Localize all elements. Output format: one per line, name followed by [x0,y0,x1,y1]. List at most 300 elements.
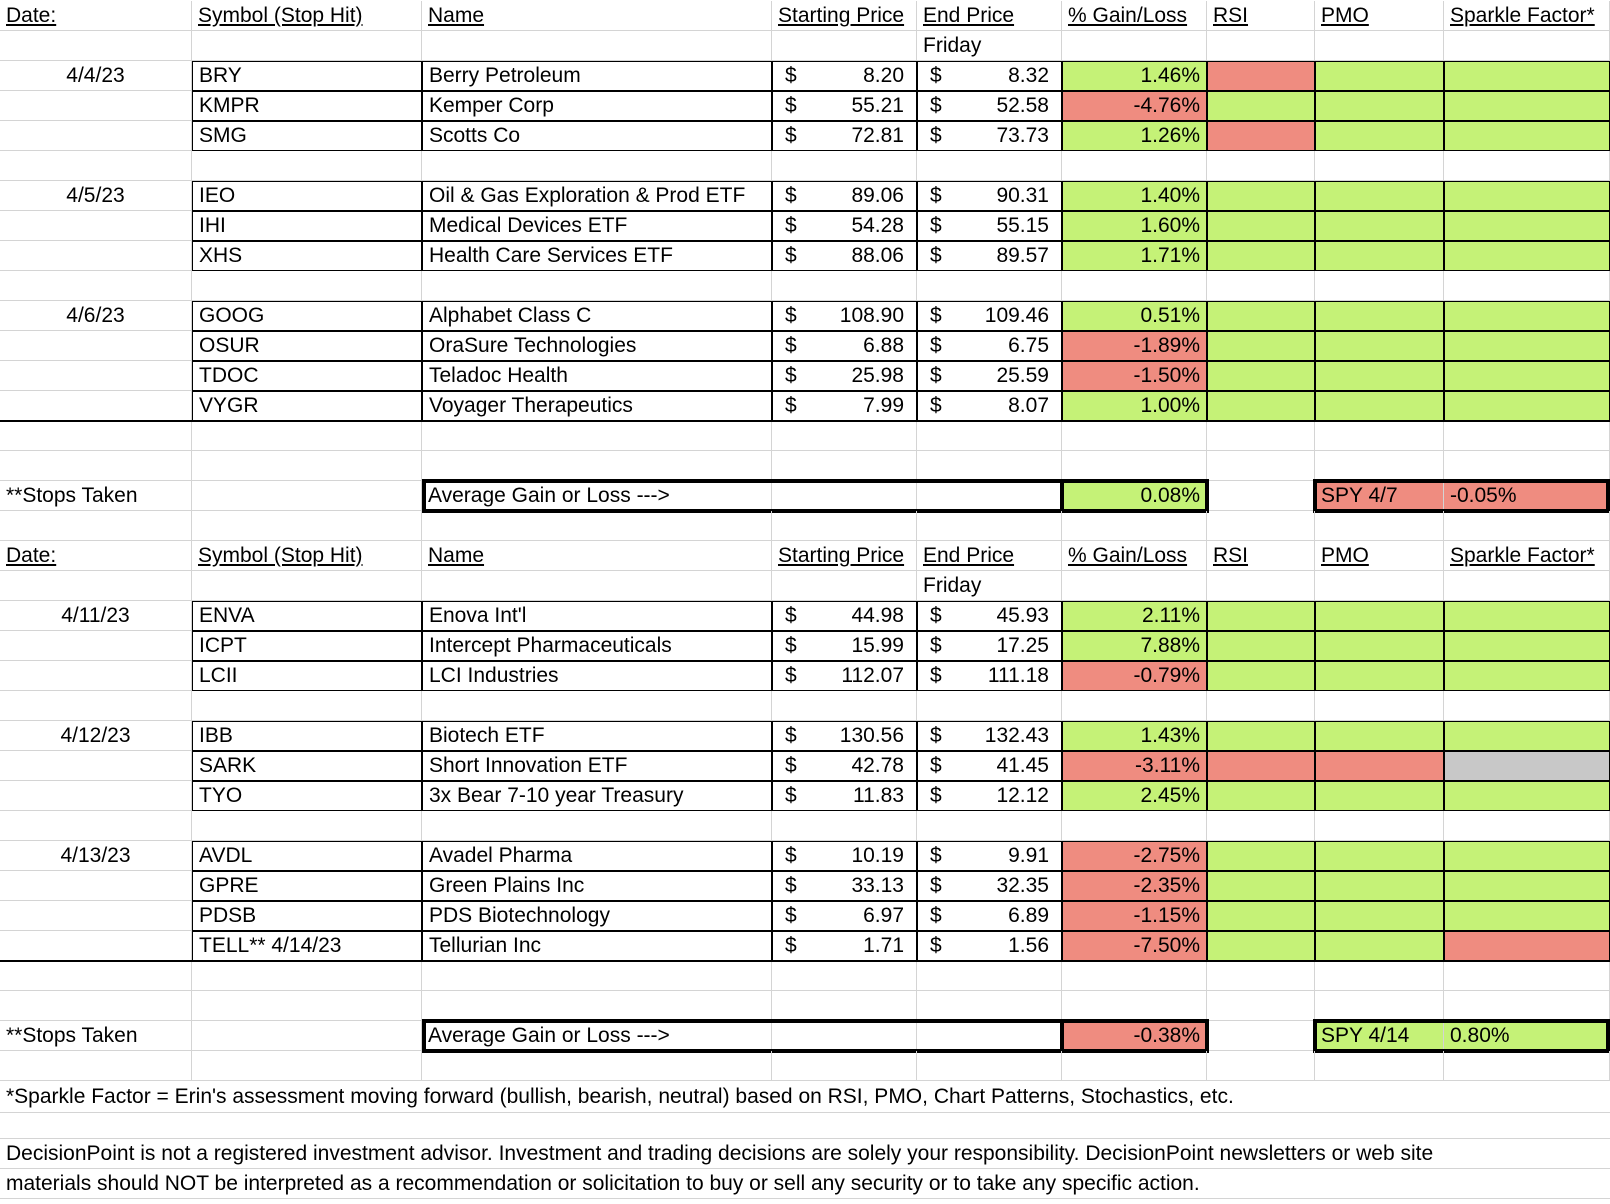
date-cell[interactable] [0,901,192,931]
blank-cell[interactable] [772,571,917,601]
blank-cell[interactable] [422,961,772,991]
symbol-cell[interactable] [192,631,422,661]
blank-cell[interactable] [1315,1051,1444,1081]
sparkle-indicator[interactable] [1444,211,1610,241]
blank-cell[interactable] [772,691,917,721]
start-price-cell[interactable] [772,391,917,421]
blank-cell[interactable] [1444,511,1610,541]
pmo-indicator[interactable] [1315,601,1444,631]
blank-cell[interactable] [0,691,192,721]
name-cell[interactable] [422,931,772,961]
start-price-cell[interactable] [772,781,917,811]
blank-cell[interactable] [917,511,1062,541]
blank-cell[interactable] [1444,991,1610,1021]
gain-loss-cell[interactable] [1062,751,1207,781]
end-price-cell[interactable] [917,901,1062,931]
pmo-indicator[interactable] [1315,901,1444,931]
blank-cell[interactable] [917,811,1062,841]
symbol-cell[interactable] [192,751,422,781]
blank-cell[interactable] [772,271,917,301]
pmo-indicator[interactable] [1315,121,1444,151]
blank-cell[interactable] [1444,421,1610,451]
blank-cell[interactable] [917,451,1062,481]
gain-loss-cell[interactable] [1062,901,1207,931]
blank-cell[interactable] [0,1051,192,1081]
end-price-cell[interactable] [917,661,1062,691]
end-price-cell[interactable] [917,631,1062,661]
rsi-indicator[interactable] [1207,781,1315,811]
name-cell[interactable] [422,721,772,751]
header-end-price[interactable] [917,541,1062,571]
pmo-indicator[interactable] [1315,211,1444,241]
sparkle-indicator[interactable] [1444,121,1610,151]
blank-cell[interactable] [192,151,422,181]
blank-cell[interactable] [192,421,422,451]
blank-cell[interactable] [1207,271,1315,301]
start-price-cell[interactable] [772,301,917,331]
name-cell[interactable] [422,901,772,931]
name-cell[interactable] [422,241,772,271]
rsi-indicator[interactable] [1207,91,1315,121]
blank-cell[interactable] [1207,1051,1315,1081]
start-price-cell[interactable] [772,721,917,751]
blank-cell[interactable] [422,991,772,1021]
pmo-indicator[interactable] [1315,631,1444,661]
blank-cell[interactable] [192,451,422,481]
name-cell[interactable] [422,121,772,151]
blank-cell[interactable] [1062,811,1207,841]
blank-cell[interactable] [1062,31,1207,61]
header-symbol[interactable] [192,541,422,571]
gain-loss-cell[interactable] [1062,331,1207,361]
blank-cell[interactable] [1444,691,1610,721]
blank-cell[interactable] [192,481,422,511]
pmo-indicator[interactable] [1315,871,1444,901]
header-sparkle-factor[interactable] [1444,1,1610,31]
blank-cell[interactable] [1207,571,1315,601]
blank-cell[interactable] [772,451,917,481]
blank-cell[interactable] [772,151,917,181]
end-price-cell[interactable] [917,61,1062,91]
symbol-cell[interactable] [192,721,422,751]
rsi-indicator[interactable] [1207,331,1315,361]
blank-cell[interactable] [1207,451,1315,481]
blank-cell[interactable] [1315,511,1444,541]
end-price-cell[interactable] [917,211,1062,241]
name-cell[interactable] [422,301,772,331]
gain-loss-cell[interactable] [1062,631,1207,661]
name-cell[interactable] [422,841,772,871]
blank-cell[interactable] [1062,1051,1207,1081]
blank-cell[interactable] [917,1051,1062,1081]
pmo-indicator[interactable] [1315,931,1444,961]
name-cell[interactable] [422,91,772,121]
start-price-cell[interactable] [772,121,917,151]
pmo-indicator[interactable] [1315,391,1444,421]
end-price-cell[interactable] [917,601,1062,631]
rsi-indicator[interactable] [1207,601,1315,631]
blank-cell[interactable] [772,961,917,991]
blank-cell[interactable] [1062,961,1207,991]
header-end-price[interactable] [917,1,1062,31]
rsi-indicator[interactable] [1207,661,1315,691]
gain-loss-cell[interactable] [1062,211,1207,241]
gain-loss-cell[interactable] [1062,601,1207,631]
blank-cell[interactable] [422,1051,772,1081]
blank-cell[interactable] [422,811,772,841]
blank-cell[interactable] [917,31,1062,61]
rsi-indicator[interactable] [1207,931,1315,961]
blank-cell[interactable] [192,1051,422,1081]
symbol-cell[interactable] [192,241,422,271]
header-name[interactable] [422,1,772,31]
blank-cell[interactable] [192,811,422,841]
sparkle-indicator[interactable] [1444,631,1610,661]
symbol-cell[interactable] [192,181,422,211]
blank-cell[interactable] [917,1021,1062,1051]
sparkle-indicator[interactable] [1444,91,1610,121]
gain-loss-cell[interactable] [1062,871,1207,901]
date-cell[interactable] [0,61,192,91]
blank-cell[interactable] [1207,421,1315,451]
symbol-cell[interactable] [192,121,422,151]
sparkle-indicator[interactable] [1444,601,1610,631]
name-cell[interactable] [422,751,772,781]
rsi-indicator[interactable] [1207,901,1315,931]
start-price-cell[interactable] [772,631,917,661]
sparkle-indicator[interactable] [1444,61,1610,91]
pmo-indicator[interactable] [1315,61,1444,91]
start-price-cell[interactable] [772,361,917,391]
blank-cell[interactable] [1315,991,1444,1021]
pmo-indicator[interactable] [1315,361,1444,391]
symbol-cell[interactable] [192,781,422,811]
gain-loss-cell[interactable] [1062,841,1207,871]
name-cell[interactable] [422,781,772,811]
sparkle-indicator[interactable] [1444,361,1610,391]
header-pmo[interactable] [1315,541,1444,571]
blank-cell[interactable] [917,151,1062,181]
start-price-cell[interactable] [772,91,917,121]
blank-cell[interactable] [0,511,192,541]
date-cell[interactable] [0,721,192,751]
blank-cell[interactable] [1062,421,1207,451]
gain-loss-cell[interactable] [1062,61,1207,91]
blank-cell[interactable] [772,811,917,841]
blank-cell[interactable] [192,691,422,721]
gain-loss-cell[interactable] [1062,301,1207,331]
header-gain-loss[interactable] [1062,1,1207,31]
blank-cell[interactable] [1315,31,1444,61]
blank-cell[interactable] [1062,151,1207,181]
blank-cell[interactable] [422,691,772,721]
date-cell[interactable] [0,601,192,631]
header-date[interactable] [0,541,192,571]
name-cell[interactable] [422,661,772,691]
end-price-cell[interactable] [917,841,1062,871]
blank-cell[interactable] [917,571,1062,601]
blank-cell[interactable] [917,481,1062,511]
pmo-indicator[interactable] [1315,841,1444,871]
average-value-cell[interactable] [1062,481,1207,511]
header-pmo[interactable] [1315,1,1444,31]
blank-cell[interactable] [0,151,192,181]
sparkle-indicator[interactable] [1444,901,1610,931]
end-price-cell[interactable] [917,91,1062,121]
blank-cell[interactable] [1062,271,1207,301]
end-price-cell[interactable] [917,721,1062,751]
sparkle-indicator[interactable] [1444,841,1610,871]
start-price-cell[interactable] [772,211,917,241]
start-price-cell[interactable] [772,871,917,901]
symbol-cell[interactable] [192,61,422,91]
gain-loss-cell[interactable] [1062,391,1207,421]
start-price-cell[interactable] [772,751,917,781]
gain-loss-cell[interactable] [1062,241,1207,271]
blank-cell[interactable] [1315,451,1444,481]
blank-cell[interactable] [1315,811,1444,841]
header-start-price[interactable] [772,1,917,31]
date-cell[interactable] [0,331,192,361]
blank-cell[interactable] [192,271,422,301]
gain-loss-cell[interactable] [1062,361,1207,391]
blank-cell[interactable] [917,271,1062,301]
blank-cell[interactable] [1207,511,1315,541]
start-price-cell[interactable] [772,661,917,691]
blank-cell[interactable] [1062,571,1207,601]
pmo-indicator[interactable] [1315,91,1444,121]
blank-cell[interactable] [1207,1021,1315,1051]
header-symbol[interactable] [192,1,422,31]
start-price-cell[interactable] [772,601,917,631]
blank-cell[interactable] [1315,271,1444,301]
rsi-indicator[interactable] [1207,631,1315,661]
gain-loss-cell[interactable] [1062,181,1207,211]
spy-label-cell[interactable] [1315,1021,1444,1051]
blank-cell[interactable] [1207,31,1315,61]
sparkle-indicator[interactable] [1444,181,1610,211]
blank-cell[interactable] [422,451,772,481]
stops-taken-label[interactable] [0,481,192,511]
average-label-cell[interactable] [422,481,772,511]
blank-cell[interactable] [422,31,772,61]
end-price-cell[interactable] [917,241,1062,271]
average-label-cell[interactable] [422,1021,772,1051]
blank-cell[interactable] [772,31,917,61]
blank-cell[interactable] [0,271,192,301]
start-price-cell[interactable] [772,181,917,211]
header-name[interactable] [422,541,772,571]
spy-value-cell[interactable] [1444,481,1610,511]
blank-cell[interactable] [1207,811,1315,841]
sparkle-indicator[interactable] [1444,931,1610,961]
date-cell[interactable] [0,301,192,331]
sparkle-indicator[interactable] [1444,661,1610,691]
symbol-cell[interactable] [192,211,422,241]
blank-cell[interactable] [772,991,917,1021]
date-cell[interactable] [0,631,192,661]
symbol-cell[interactable] [192,871,422,901]
symbol-cell[interactable] [192,601,422,631]
date-cell[interactable] [0,931,192,961]
blank-cell[interactable] [1207,961,1315,991]
name-cell[interactable] [422,211,772,241]
start-price-cell[interactable] [772,61,917,91]
gain-loss-cell[interactable] [1062,91,1207,121]
blank-cell[interactable] [1315,421,1444,451]
date-cell[interactable] [0,211,192,241]
symbol-cell[interactable] [192,901,422,931]
symbol-cell[interactable] [192,391,422,421]
symbol-cell[interactable] [192,361,422,391]
start-price-cell[interactable] [772,931,917,961]
date-cell[interactable] [0,181,192,211]
name-cell[interactable] [422,181,772,211]
header-gain-loss[interactable] [1062,541,1207,571]
gain-loss-cell[interactable] [1062,931,1207,961]
sparkle-indicator[interactable] [1444,331,1610,361]
blank-cell[interactable] [1315,961,1444,991]
name-cell[interactable] [422,871,772,901]
blank-cell[interactable] [192,31,422,61]
blank-cell[interactable] [1207,691,1315,721]
blank-cell[interactable] [0,991,192,1021]
blank-cell[interactable] [422,271,772,301]
sparkle-indicator[interactable] [1444,301,1610,331]
date-cell[interactable] [0,91,192,121]
header-start-price[interactable] [772,541,917,571]
blank-cell[interactable] [422,421,772,451]
sparkle-indicator[interactable] [1444,871,1610,901]
date-cell[interactable] [0,241,192,271]
spy-label-cell[interactable] [1315,481,1444,511]
blank-cell[interactable] [1315,151,1444,181]
date-cell[interactable] [0,751,192,781]
start-price-cell[interactable] [772,901,917,931]
blank-cell[interactable] [1444,151,1610,181]
rsi-indicator[interactable] [1207,841,1315,871]
blank-cell[interactable] [917,691,1062,721]
symbol-cell[interactable] [192,661,422,691]
blank-cell[interactable] [192,571,422,601]
header-date[interactable] [0,1,192,31]
date-cell[interactable] [0,871,192,901]
end-price-cell[interactable] [917,751,1062,781]
sparkle-indicator[interactable] [1444,721,1610,751]
blank-cell[interactable] [1207,151,1315,181]
blank-cell[interactable] [1062,451,1207,481]
stops-taken-label[interactable] [0,1021,192,1051]
date-cell[interactable] [0,391,192,421]
end-price-cell[interactable] [917,121,1062,151]
blank-cell[interactable] [1444,1051,1610,1081]
rsi-indicator[interactable] [1207,391,1315,421]
blank-cell[interactable] [772,511,917,541]
blank-cell[interactable] [192,991,422,1021]
blank-cell[interactable] [422,511,772,541]
date-cell[interactable] [0,661,192,691]
symbol-cell[interactable] [192,931,422,961]
blank-cell[interactable] [1062,991,1207,1021]
name-cell[interactable] [422,361,772,391]
blank-cell[interactable] [917,421,1062,451]
blank-cell[interactable] [1444,271,1610,301]
sparkle-indicator[interactable] [1444,751,1610,781]
pmo-indicator[interactable] [1315,751,1444,781]
end-price-cell[interactable] [917,781,1062,811]
header-rsi[interactable] [1207,541,1315,571]
blank-cell[interactable] [772,1021,917,1051]
symbol-cell[interactable] [192,91,422,121]
blank-cell[interactable] [192,1021,422,1051]
pmo-indicator[interactable] [1315,781,1444,811]
rsi-indicator[interactable] [1207,121,1315,151]
blank-cell[interactable] [192,961,422,991]
end-price-cell[interactable] [917,871,1062,901]
blank-cell[interactable] [422,571,772,601]
blank-cell[interactable] [1444,571,1610,601]
rsi-indicator[interactable] [1207,871,1315,901]
blank-cell[interactable] [1444,451,1610,481]
gain-loss-cell[interactable] [1062,121,1207,151]
header-rsi[interactable] [1207,1,1315,31]
end-price-cell[interactable] [917,181,1062,211]
rsi-indicator[interactable] [1207,361,1315,391]
sparkle-indicator[interactable] [1444,781,1610,811]
end-price-cell[interactable] [917,931,1062,961]
pmo-indicator[interactable] [1315,331,1444,361]
blank-cell[interactable] [422,151,772,181]
blank-cell[interactable] [772,1051,917,1081]
blank-cell[interactable] [0,421,192,451]
blank-cell[interactable] [1444,811,1610,841]
blank-cell[interactable] [1207,991,1315,1021]
symbol-cell[interactable] [192,331,422,361]
blank-cell[interactable] [1315,571,1444,601]
blank-cell[interactable] [1062,691,1207,721]
average-value-cell[interactable] [1062,1021,1207,1051]
blank-cell[interactable] [1444,31,1610,61]
date-cell[interactable] [0,841,192,871]
end-price-cell[interactable] [917,361,1062,391]
blank-cell[interactable] [1444,961,1610,991]
rsi-indicator[interactable] [1207,61,1315,91]
blank-cell[interactable] [0,571,192,601]
spy-value-cell[interactable] [1444,1021,1610,1051]
start-price-cell[interactable] [772,841,917,871]
sparkle-indicator[interactable] [1444,241,1610,271]
blank-cell[interactable] [1207,481,1315,511]
blank-cell[interactable] [1315,691,1444,721]
symbol-cell[interactable] [192,301,422,331]
blank-cell[interactable] [917,961,1062,991]
end-price-cell[interactable] [917,391,1062,421]
header-sparkle-factor[interactable] [1444,541,1610,571]
blank-cell[interactable] [0,811,192,841]
rsi-indicator[interactable] [1207,751,1315,781]
rsi-indicator[interactable] [1207,721,1315,751]
blank-cell[interactable] [772,421,917,451]
sparkle-indicator[interactable] [1444,391,1610,421]
pmo-indicator[interactable] [1315,661,1444,691]
date-cell[interactable] [0,781,192,811]
blank-cell[interactable] [0,31,192,61]
name-cell[interactable] [422,331,772,361]
blank-cell[interactable] [0,961,192,991]
rsi-indicator[interactable] [1207,211,1315,241]
rsi-indicator[interactable] [1207,241,1315,271]
pmo-indicator[interactable] [1315,241,1444,271]
